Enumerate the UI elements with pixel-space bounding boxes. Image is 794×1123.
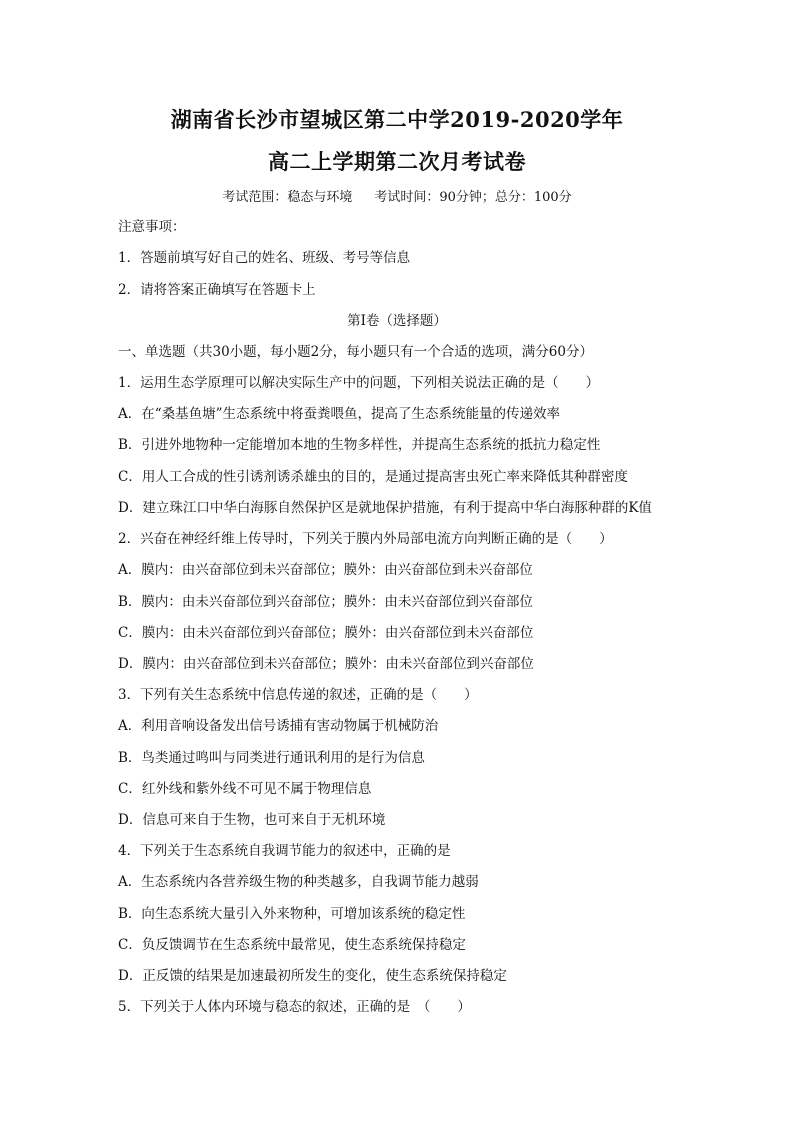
- question-option: B．向生态系统大量引入外来物种，可增加该系统的稳定性: [118, 906, 466, 922]
- question-option: C．用人工合成的性引诱剂诱杀雄虫的目的，是通过提高害虫死亡率来降低其种群密度: [118, 469, 628, 485]
- section-title: 第I卷（选择题）: [347, 313, 447, 329]
- question-stem: 3．下列有关生态系统中信息传递的叙述，正确的是（ ）: [118, 687, 478, 703]
- section-subtitle: 一、单选题（共30小题，每小题2分，每小题只有一个合适的选项，满分60分）: [118, 344, 593, 360]
- question-option: D．建立珠江口中华白海豚自然保护区是就地保护措施，有利于提高中华白海豚种群的K值: [118, 500, 652, 516]
- question-stem: 5．下列关于人体内环境与稳态的叙述，正确的是 （ ）: [118, 999, 471, 1015]
- question-option: B．鸟类通过鸣叫与同类进行通讯利用的是行为信息: [118, 750, 425, 766]
- exam-title-line1: 湖南省长沙市望城区第二中学2019-2020学年: [170, 107, 624, 132]
- question-option: C．红外线和紫外线不可见不属于物理信息: [118, 781, 372, 797]
- question-stem: 2．兴奋在神经纤维上传导时，下列关于膜内外局部电流方向判断正确的是（ ）: [118, 531, 613, 547]
- question-stem: 1．运用生态学原理可以解决实际生产中的问题，下列相关说法正确的是（ ）: [118, 375, 600, 391]
- notice-heading: 注意事项：: [118, 219, 186, 235]
- question-option: B．膜内：由未兴奋部位到兴奋部位；膜外：由未兴奋部位到兴奋部位: [118, 594, 533, 610]
- question-option: A．生态系统内各营养级生物的种类越多，自我调节能力越弱: [118, 874, 479, 890]
- question-option: C．膜内：由未兴奋部位到兴奋部位；膜外：由兴奋部位到未兴奋部位: [118, 625, 534, 641]
- exam-time-score: 考试时间：90分钟；总分：100分: [374, 190, 572, 205]
- question-option: A．膜内：由兴奋部位到未兴奋部位；膜外：由兴奋部位到未兴奋部位: [118, 562, 533, 578]
- question-stem: 4．下列关于生态系统自我调节能力的叙述中，正确的是: [118, 843, 451, 859]
- question-option: A．利用音响设备发出信号诱捕有害动物属于机械防治: [118, 718, 439, 734]
- exam-scope: 考试范围：稳态与环境: [222, 190, 353, 205]
- exam-info: [0, 186, 794, 205]
- exam-title-line2: 高二上学期第二次月考试卷: [268, 149, 526, 174]
- question-option: D．正反馈的结果是加速最初所发生的变化，使生态系统保持稳定: [118, 968, 507, 984]
- question-option: B．引进外地物种一定能增加本地的生物多样性，并提高生态系统的抵抗力稳定性: [118, 437, 601, 453]
- question-option: D．信息可来自于生物，也可来自于无机环境: [118, 812, 386, 828]
- notice-item: 2．请将答案正确填写在答题卡上: [118, 282, 316, 298]
- question-option: D．膜内：由兴奋部位到未兴奋部位；膜外：由未兴奋部位到兴奋部位: [118, 656, 534, 672]
- question-option: C．负反馈调节在生态系统中最常见，使生态系统保持稳定: [118, 937, 466, 953]
- question-option: A．在“桑基鱼塘”生态系统中将蚕粪喂鱼，提高了生态系统能量的传递效率: [118, 406, 561, 422]
- notice-item: 1．答题前填写好自己的姓名、班级、考号等信息: [118, 250, 411, 266]
